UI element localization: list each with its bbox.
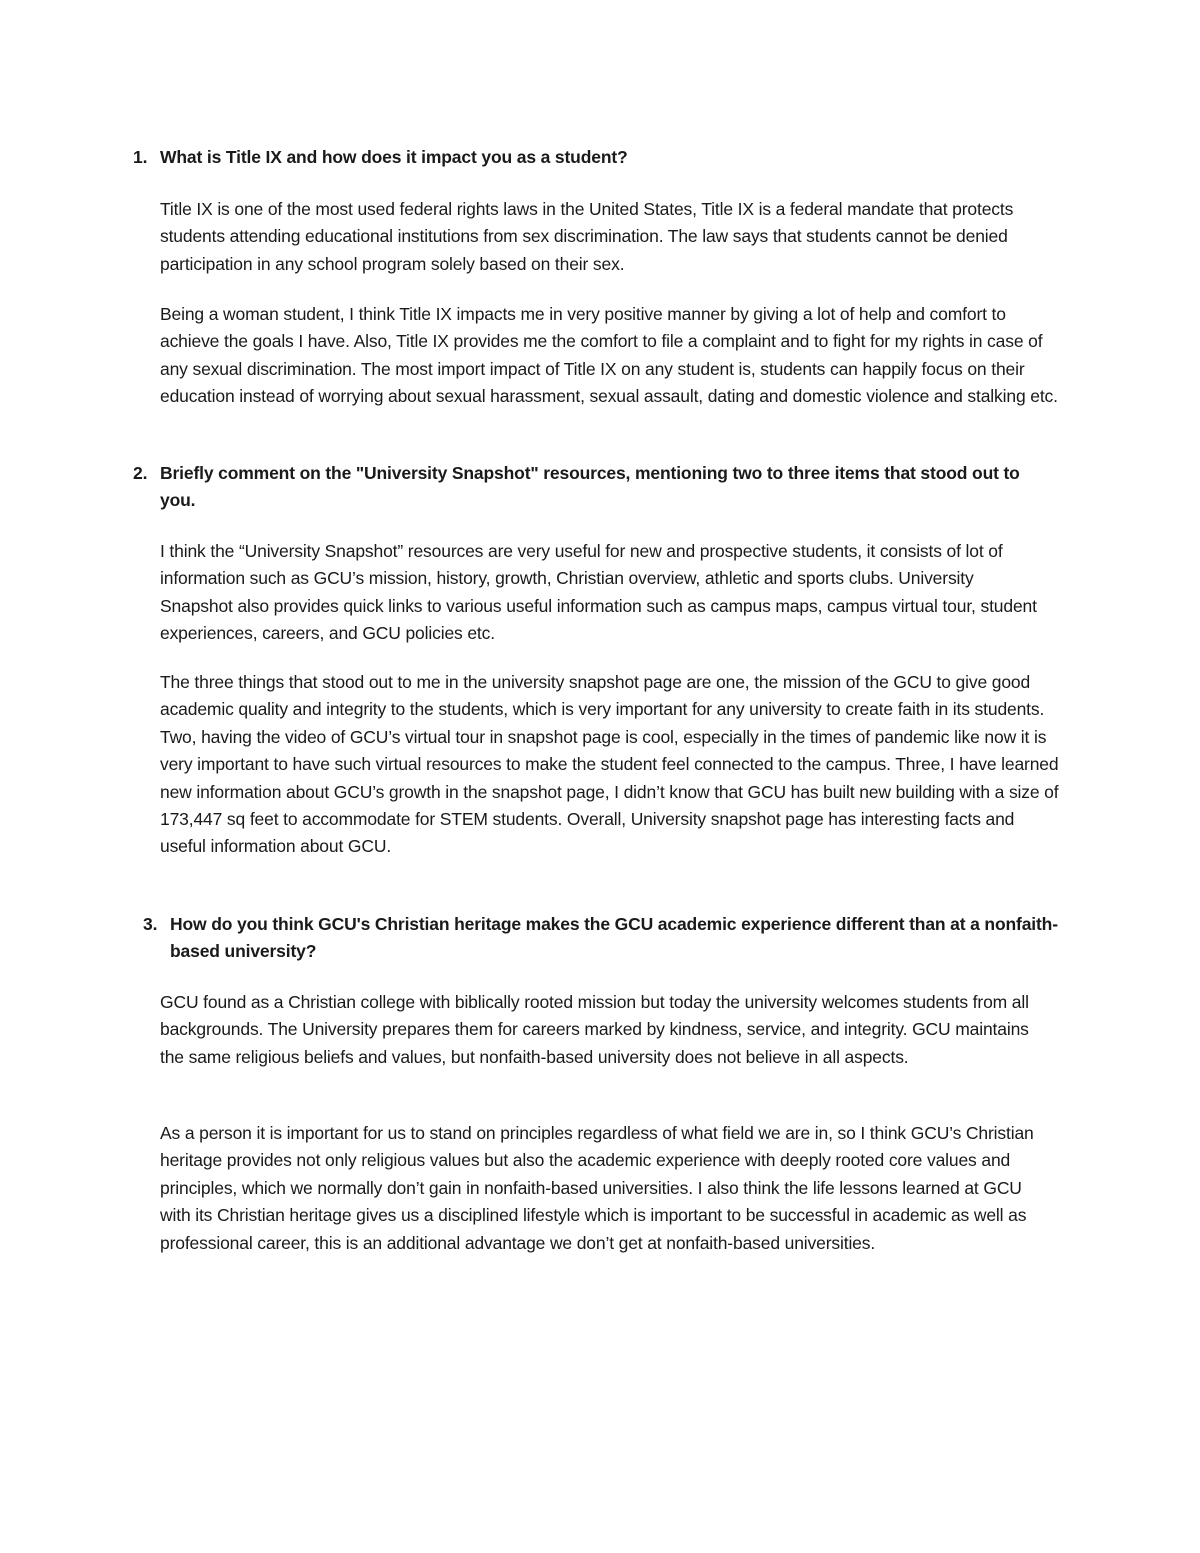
- question-3-number: 3.: [143, 914, 158, 934]
- question-2-answer-2: The three things that stood out to me in the university snapshot page are one, the mission of the GCU to give good academic quality and integrity to the students, which is very important for any university to create faith in its students. Two, having the video of GCU’s virtual tour in snapshot page is cool, especially in the times of pandemic like now it is very important to have such virtual resources to make the student feel connected to the campus. Three, I have learned new information about GCU’s growth in the snapshot page, I didn’t know that GCU has built new building with a size of 173,447 sq feet to accommodate for STEM students. Overall, University snapshot page has interesting facts and useful information about GCU.: [160, 672, 1059, 857]
- question-1-heading: [133, 144, 1033, 171]
- question-2-number: 2.: [133, 463, 148, 483]
- question-3-text: How do you think GCU's Christian heritage makes the GCU academic experience different than at a nonfaith-based university?: [170, 914, 1058, 961]
- question-3-answer-1: GCU found as a Christian college with biblically rooted mission but today the university welcomes students from all backgrounds. The University prepares them for careers marked by kindness, service, and integrity. GCU maintains the same religious beliefs and values, but nonfaith-based university does not believe in all aspects.: [160, 992, 1029, 1067]
- question-1-answer-1: Title IX is one of the most used federal rights laws in the United States, Title IX is a federal mandate that protects students attending educational institutions from sex discrimination. The law says that students cannot be denied participation in any school program solely based on their sex.: [160, 199, 1014, 274]
- question-2-heading: [133, 460, 1053, 514]
- question-1-answer-2: Being a woman student, I think Title IX impacts me in very positive manner by giving a lot of help and comfort to achieve the goals I have. Also, Title IX provides me the comfort to file a complaint and to fight for my rights in case of any sexual discrimination. The most import impact of Title IX on any student is, students can happily focus on their education instead of worrying about sexual harassment, sexual assault, dating and domestic violence and stalking etc.: [160, 304, 1058, 407]
- question-1-number: 1.: [133, 147, 148, 167]
- question-3-heading: [143, 911, 1058, 965]
- question-3-answer-2: As a person it is important for us to stand on principles regardless of what field we are in, so I think GCU’s Christian heritage provides not only religious values but also the academic experience with deeply rooted core values and principles, which we normally don’t gain in nonfaith-based universities. I also think the life lessons learned at GCU with its Christian heritage gives us a disciplined lifestyle which is important to be successful in academic as well as professional career, this is an additional advantage we don’t get at nonfaith-based universities.: [160, 1123, 1034, 1253]
- question-2-answer-1: I think the “University Snapshot” resources are very useful for new and prospective students, it consists of lot of information such as GCU’s mission, history, growth, Christian overview, athletic and sports clubs. University Snapshot also provides quick links to various useful information such as campus maps, campus virtual tour, student experiences, careers, and GCU policies etc.: [160, 541, 1037, 644]
- question-1-text: What is Title IX and how does it impact you as a student?: [160, 147, 628, 167]
- question-2-text: Briefly comment on the "University Snapshot" resources, mentioning two to three items that stood out to you.: [160, 463, 1020, 510]
